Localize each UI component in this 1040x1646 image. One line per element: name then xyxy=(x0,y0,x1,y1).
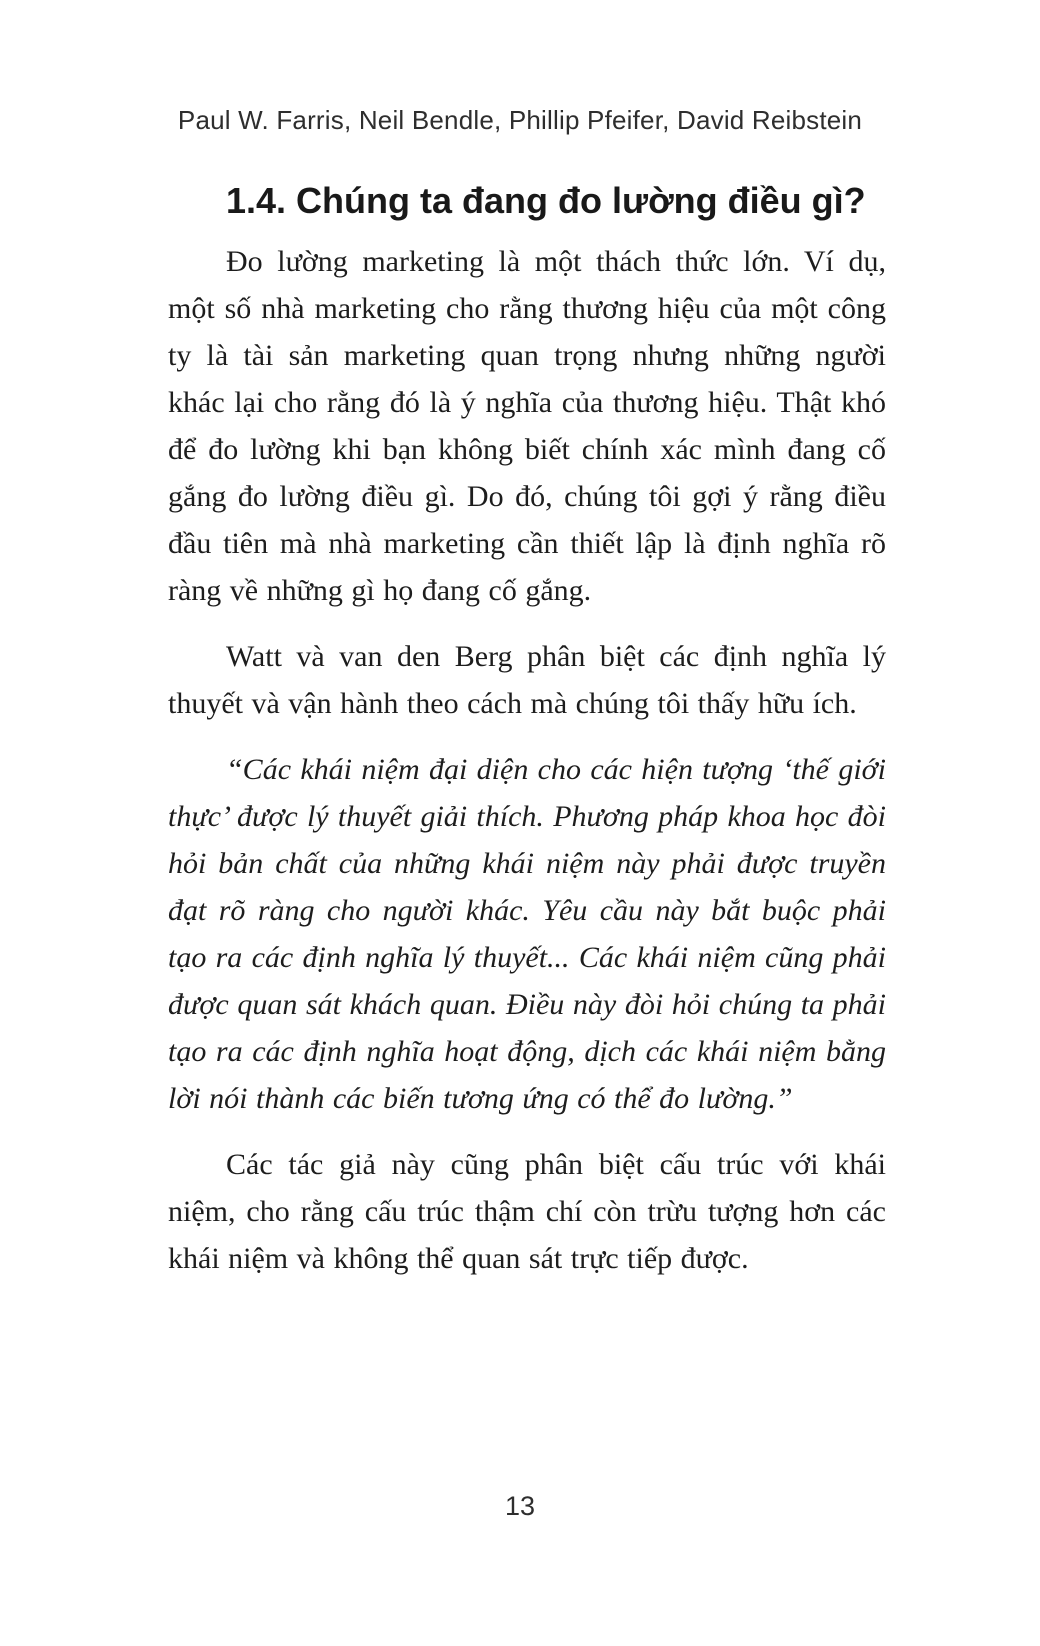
section-heading: 1.4. Chúng ta đang đo lường điều gì? xyxy=(226,180,866,221)
quote-paragraph: “Các khái niệm đại diện cho các hiện tượng ‘thế giới thực’ được lý thuyết giải thích. Phương pháp khoa học đòi hỏi bản chất của những khái niệm này phải được truyền đạt rõ ràng cho người khác. Yêu cầu này bắt buộc phải tạo ra các định nghĩa lý thuyết... Các khái niệm cũng phải được quan sát khách quan. Điều này đòi hỏi chúng ta phải tạo ra các định nghĩa hoạt động, dịch các khái niệm bằng lời nói thành các biến tương ứng có thể đo lường.” xyxy=(168,753,886,1115)
page-number: 13 xyxy=(504,1491,536,1521)
body-paragraph: Đo lường marketing là một thách thức lớn. Ví dụ, một số nhà marketing cho rằng thương hiệu của một công ty là tài sản marketing quan trọng nhưng những người khác lại cho rằng đó là ý nghĩa của thương hiệu. Thật khó để đo lường khi bạn không biết chính xác mình đang cố gắng đo lường điều gì. Do đó, chúng tôi gợi ý rằng điều đầu tiên mà nhà marketing cần thiết lập là định nghĩa rõ ràng về những gì họ đang cố gắng. xyxy=(168,245,886,607)
page-content xyxy=(168,238,886,1301)
body-paragraph: Watt và van den Berg phân biệt các định nghĩa lý thuyết và vận hành theo cách mà chúng tôi thấy hữu ích. xyxy=(168,640,886,720)
body-paragraph: Các tác giả này cũng phân biệt cấu trúc với khái niệm, cho rằng cấu trúc thậm chí còn trừu tượng hơn các khái niệm và không thể quan sát trực tiếp được. xyxy=(168,1148,886,1275)
running-header: Paul W. Farris, Neil Bendle, Phillip Pfeifer, David Reibstein xyxy=(177,105,863,135)
